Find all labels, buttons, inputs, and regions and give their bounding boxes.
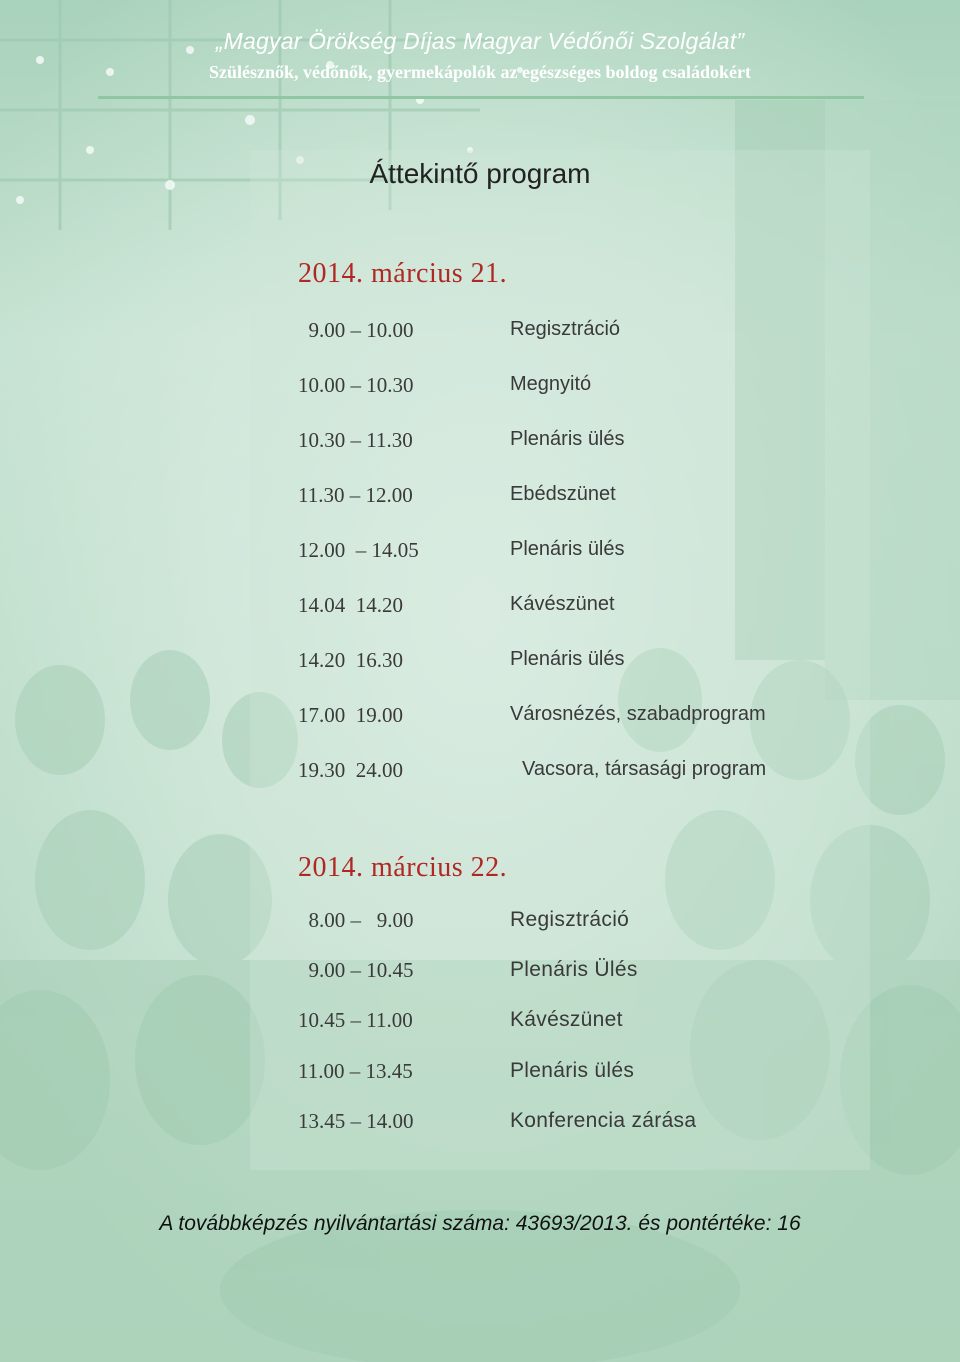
session-event: Regisztráció — [510, 318, 621, 340]
session-event: Vacsora, társasági program — [522, 758, 767, 780]
schedule-row — [0, 958, 960, 988]
session-event: Regisztráció — [510, 908, 630, 931]
session-time: 9.00 – 10.45 — [298, 958, 414, 982]
session-event: Kávészünet — [510, 593, 615, 615]
schedule-row — [0, 428, 960, 458]
schedule-row — [0, 758, 960, 788]
session-event: Konferencia zárása — [510, 1109, 697, 1132]
session-time: 17.00 19.00 — [298, 703, 403, 727]
schedule-row — [0, 483, 960, 513]
page-title: Áttekintő program — [369, 158, 591, 189]
session-time: 10.00 – 10.30 — [298, 373, 414, 397]
session-time: 13.45 – 14.00 — [298, 1109, 414, 1133]
session-event: Plenáris ülés — [510, 648, 625, 670]
session-time: 12.00 – 14.05 — [298, 538, 419, 562]
session-event: Plenáris ülés — [510, 1059, 635, 1082]
session-event: Ebédszünet — [510, 483, 616, 505]
session-event: Plenáris ülés — [510, 538, 625, 560]
session-event: Kávészünet — [510, 1008, 623, 1031]
session-time: 9.00 – 10.00 — [298, 318, 414, 342]
session-time: 10.30 – 11.30 — [298, 428, 413, 452]
session-event: Plenáris ülés — [510, 428, 625, 450]
day-1-date: 2014. március 21. — [298, 258, 508, 289]
footer-note: A továbbképzés nyilvántartási száma: 43693/2013. és pontértéke: 16 — [159, 1212, 801, 1235]
header-title: „Magyar Örökség Díjas Magyar Védőnői Szolgálat” — [215, 28, 745, 54]
schedule-row — [0, 1059, 960, 1089]
schedule-row — [0, 1008, 960, 1038]
schedule-row — [0, 703, 960, 733]
schedule-row — [0, 1109, 960, 1139]
schedule-row — [0, 908, 960, 938]
session-time: 19.30 24.00 — [298, 758, 403, 782]
header-divider — [98, 96, 864, 99]
schedule-row — [0, 538, 960, 568]
session-time: 11.30 – 12.00 — [298, 483, 413, 507]
session-time: 8.00 – 9.00 — [298, 908, 414, 932]
session-time: 14.04 14.20 — [298, 593, 403, 617]
session-time: 14.20 16.30 — [298, 648, 403, 672]
session-time: 10.45 – 11.00 — [298, 1008, 413, 1032]
day-2-date: 2014. március 22. — [298, 852, 508, 883]
schedule-row — [0, 318, 960, 348]
header-subtitle: Szülésznők, védőnők, gyermekápolók az egészséges boldog családokért — [209, 62, 751, 82]
schedule-row — [0, 373, 960, 403]
session-event: Városnézés, szabadprogram — [510, 703, 766, 725]
schedule-row — [0, 648, 960, 678]
session-event: Megnyitó — [510, 373, 592, 395]
schedule-row — [0, 593, 960, 623]
session-event: Plenáris Ülés — [510, 958, 638, 981]
session-time: 11.00 – 13.45 — [298, 1059, 413, 1083]
